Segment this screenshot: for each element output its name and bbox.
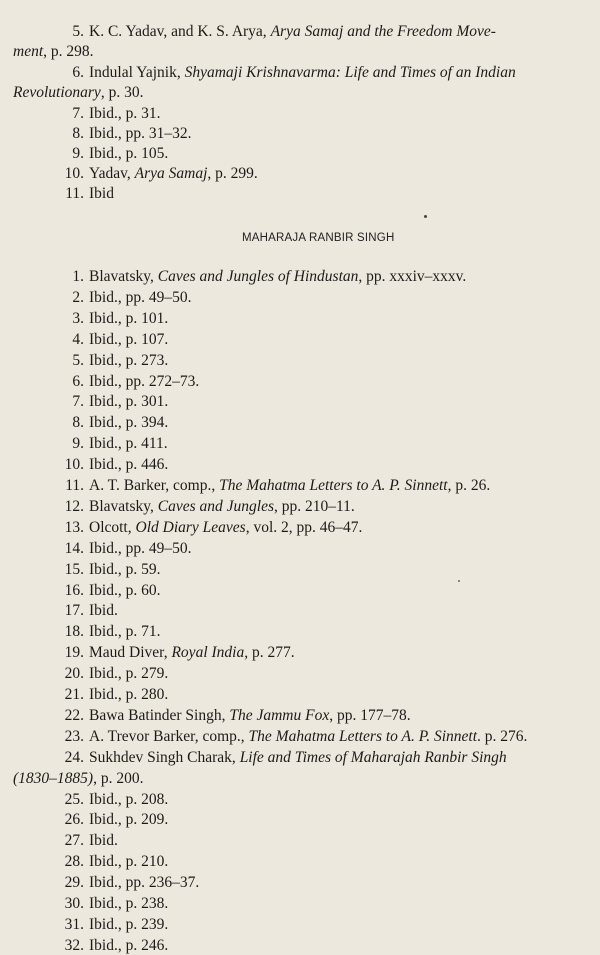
note-text: Blavatsky, Caves and Jungles of Hindustan, pp. xxxiv–xxxv. bbox=[89, 268, 467, 285]
note-text: Ibid. bbox=[89, 602, 118, 619]
note-text: Ibid., p. 394. bbox=[89, 414, 169, 431]
note-number: 7. bbox=[72, 393, 84, 410]
note-text: A. Trevor Barker, comp., The Mahatma Letters to A. P. Sinnett. p. 276. bbox=[89, 728, 528, 745]
note-text: Ibid., p. 71. bbox=[89, 623, 161, 640]
note-number: 15. bbox=[64, 561, 84, 578]
note-text: Ibid., p. 280. bbox=[89, 686, 169, 703]
note-text: Ibid., p. 246. bbox=[89, 937, 169, 954]
note-text: Ibid., pp. 236–37. bbox=[89, 874, 200, 891]
note-number: 8. bbox=[72, 125, 84, 142]
note-number: 24. bbox=[64, 749, 84, 766]
print-speck bbox=[458, 580, 460, 582]
note-number: 23. bbox=[64, 728, 84, 745]
note-number: 10. bbox=[64, 165, 84, 182]
note-number: 31. bbox=[64, 916, 84, 933]
note-text: Ibid., pp. 49–50. bbox=[89, 289, 192, 306]
note-text: Ibid. bbox=[89, 832, 118, 849]
note-text: Ibid., p. 107. bbox=[89, 331, 169, 348]
note-text: Blavatsky, Caves and Jungles, pp. 210–11. bbox=[89, 498, 355, 515]
note-number: 9. bbox=[72, 435, 84, 452]
note-number: 26. bbox=[64, 811, 84, 828]
note-text: Sukhdev Singh Charak, Life and Times of Maharajah Ranbir Singh bbox=[89, 749, 507, 766]
note-text: Maud Diver, Royal India, p. 277. bbox=[89, 644, 295, 661]
note-number: 25. bbox=[64, 791, 84, 808]
note-number: 8. bbox=[72, 414, 84, 431]
note-number: 1. bbox=[72, 268, 84, 285]
note-text: Ibid., p. 411. bbox=[89, 435, 168, 452]
note-text: Ibid., p. 273. bbox=[89, 352, 169, 369]
note-number: 19. bbox=[64, 644, 84, 661]
note-number: 30. bbox=[64, 895, 84, 912]
note-text-continued: (1830–1885), p. 200. bbox=[13, 770, 144, 787]
note-number: 28. bbox=[64, 853, 84, 870]
note-number: 18. bbox=[64, 623, 84, 640]
note-text: Ibid., pp. 49–50. bbox=[89, 540, 192, 557]
note-number: 27. bbox=[64, 832, 84, 849]
note-number: 29. bbox=[64, 874, 84, 891]
note-number: 16. bbox=[64, 582, 84, 599]
print-speck bbox=[424, 215, 427, 218]
note-text: Olcott, Old Diary Leaves, vol. 2, pp. 46–47. bbox=[89, 519, 363, 536]
note-text: Ibid., p. 209. bbox=[89, 811, 169, 828]
note-number: 2. bbox=[72, 289, 84, 306]
note-text: Ibid., p. 238. bbox=[89, 895, 169, 912]
note-number: 3. bbox=[72, 310, 84, 327]
note-number: 9. bbox=[72, 145, 84, 162]
note-number: 11. bbox=[65, 185, 84, 202]
note-number: 4. bbox=[72, 331, 84, 348]
note-text: A. T. Barker, comp., The Mahatma Letters to A. P. Sinnett, p. 26. bbox=[89, 477, 491, 494]
note-text: Ibid., p. 210. bbox=[89, 853, 169, 870]
note-number: 6. bbox=[72, 64, 84, 81]
note-number: 13. bbox=[64, 519, 84, 536]
note-text: Yadav, Arya Samaj, p. 299. bbox=[89, 165, 258, 182]
note-text: Ibid., p. 101. bbox=[89, 310, 169, 327]
note-number: 14. bbox=[64, 540, 84, 557]
note-text: Ibid., p. 208. bbox=[89, 791, 169, 808]
note-text: Ibid., p. 446. bbox=[89, 456, 169, 473]
section-heading: MAHARAJA RANBIR SINGH bbox=[242, 232, 395, 244]
note-text-continued: Revolutionary, p. 30. bbox=[13, 84, 144, 101]
note-number: 20. bbox=[64, 665, 84, 682]
note-text: Ibid., p. 60. bbox=[89, 582, 161, 599]
note-text-continued: ment, p. 298. bbox=[13, 43, 94, 60]
note-number: 12. bbox=[64, 498, 84, 515]
note-number: 21. bbox=[64, 686, 84, 703]
note-text: K. C. Yadav, and K. S. Arya, Arya Samaj and the Freedom Move- bbox=[89, 23, 496, 40]
note-number: 10. bbox=[64, 456, 84, 473]
note-number: 5. bbox=[72, 23, 84, 40]
note-number: 7. bbox=[72, 105, 84, 122]
note-number: 5. bbox=[72, 352, 84, 369]
note-number: 11. bbox=[65, 477, 84, 494]
note-text: Ibid bbox=[89, 185, 114, 202]
note-number: 17. bbox=[64, 602, 84, 619]
note-number: 32. bbox=[64, 937, 84, 954]
note-text: Ibid., p. 31. bbox=[89, 105, 161, 122]
note-text: Ibid., p. 279. bbox=[89, 665, 169, 682]
note-text: Ibid., pp. 272–73. bbox=[89, 373, 200, 390]
note-text: Ibid., p. 59. bbox=[89, 561, 161, 578]
note-number: 22. bbox=[64, 707, 84, 724]
note-text: Ibid., p. 239. bbox=[89, 916, 169, 933]
note-text: Ibid., pp. 31–32. bbox=[89, 125, 192, 142]
note-text: Ibid., p. 105. bbox=[89, 145, 169, 162]
note-text: Bawa Batinder Singh, The Jammu Fox, pp. 177–78. bbox=[89, 707, 411, 724]
note-text: Indulal Yajnik, Shyamaji Krishnavarma: Life and Times of an Indian bbox=[89, 64, 516, 81]
note-number: 6. bbox=[72, 373, 84, 390]
note-text: Ibid., p. 301. bbox=[89, 393, 169, 410]
